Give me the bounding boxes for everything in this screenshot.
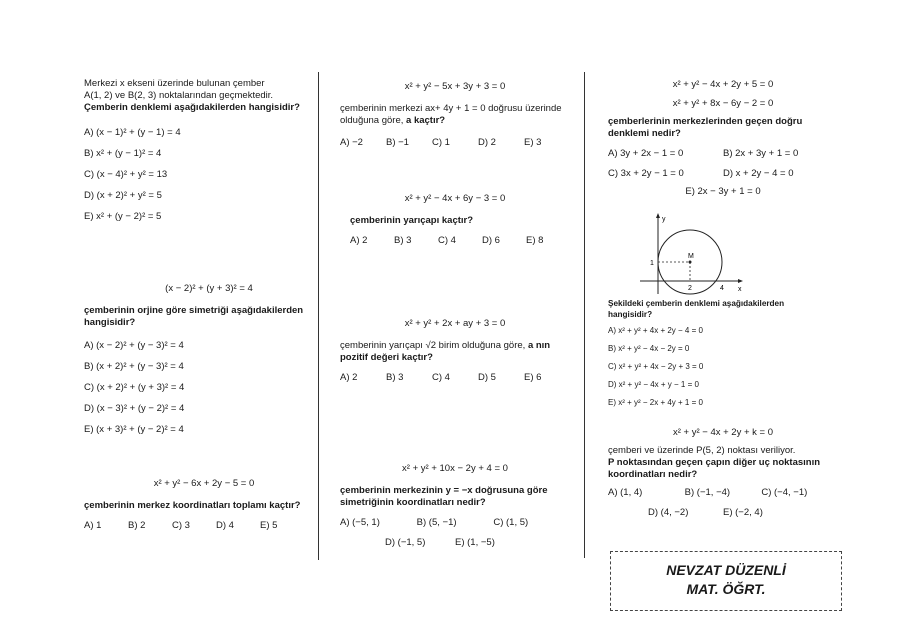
question-3-option-d: D) 4	[216, 520, 234, 531]
question-10-option-a: A) (1, 4)	[608, 487, 643, 498]
question-7-options-row-2	[340, 533, 570, 553]
column-divider-right	[584, 72, 585, 558]
question-9-option-b: B) x² + y² − 4x − 2y = 0	[608, 344, 690, 353]
question-3-option-e: E) 5	[260, 520, 278, 531]
question-8-equation-1: x² + y² − 4x + 2y + 5 = 0	[672, 79, 774, 90]
question-2-option-a: A) (x − 2)² + (y − 3)² = 4	[84, 340, 184, 351]
question-8-question: çemberlerinin merkezlerinden geçen doğru denklemi nedir?	[608, 116, 803, 139]
question-1-option-d: D) (x + 2)² + y² = 5	[84, 190, 162, 201]
question-7-option-d: D) (−1, 5)	[385, 537, 426, 548]
question-8-options-row-1	[608, 144, 838, 164]
question-10-option-b: B) (−1, −4)	[684, 487, 731, 498]
question-10-option-c: C) (−4, −1)	[761, 487, 808, 498]
question-3	[84, 477, 304, 536]
question-8-options-row-2	[608, 164, 838, 184]
question-7-option-b: B) (5, −1)	[416, 517, 457, 528]
tick-label-x-2: 2	[688, 285, 692, 292]
question-9-option-d: D) x² + y² − 4x + y − 1 = 0	[608, 380, 699, 389]
question-9-option-e: E) x² + y² − 2x + 4y + 1 = 0	[608, 398, 703, 407]
question-2-question: çemberinin orjine göre simetriği aşağıdakilerden hangisidir?	[84, 305, 304, 328]
question-4-option-c: C) 1	[432, 137, 450, 148]
author-name: NEVZAT DÜZENLİ	[666, 562, 786, 578]
question-2	[84, 282, 304, 440]
question-5-option-b: B) 3	[394, 235, 412, 246]
question-8	[608, 78, 838, 200]
question-6-option-b: B) 3	[386, 372, 404, 383]
question-5-option-c: C) 4	[438, 235, 456, 246]
question-5-option-e: E) 8	[526, 235, 544, 246]
question-1-option-b: B) x² + (y − 1)² = 4	[84, 148, 162, 159]
question-10	[608, 426, 838, 523]
question-10-options-row-1	[608, 483, 838, 503]
question-1-option-c: C) (x − 4)² + y² = 13	[84, 169, 168, 180]
question-9-option-c: C) x² + y² + 4x − 2y + 3 = 0	[608, 362, 704, 371]
question-3-option-a: A) 1	[84, 520, 102, 531]
question-7-equation: x² + y² + 10x − 2y + 4 = 0	[402, 463, 508, 474]
question-7-option-e: E) (1, −5)	[455, 537, 495, 548]
question-3-option-c: C) 3	[172, 520, 190, 531]
question-2-option-e: E) (x + 3)² + (y − 2)² = 4	[84, 424, 184, 435]
question-4-equation: x² + y² − 5x + 3y + 3 = 0	[404, 81, 506, 92]
question-4-option-d: D) 2	[478, 137, 496, 148]
question-3-option-b: B) 2	[128, 520, 146, 531]
question-2-options	[84, 335, 304, 440]
question-5	[340, 192, 570, 251]
question-1-option-a: A) (x − 1)² + (y − 1) = 4	[84, 127, 181, 138]
question-7	[340, 462, 570, 553]
question-3-equation: x² + y² − 6x + 2y − 5 = 0	[153, 478, 255, 489]
question-9	[608, 298, 838, 412]
center-point	[689, 261, 692, 264]
question-4-option-e: E) 3	[524, 137, 542, 148]
question-10-equation: x² + y² − 4x + 2y + k = 0	[672, 427, 774, 438]
question-1	[84, 78, 304, 227]
question-1-question: Çemberin denklemi aşağıdakilerden hangisidir?	[84, 102, 300, 113]
question-4-option-a: A) −2	[340, 137, 363, 148]
question-6-option-e: E) 6	[524, 372, 542, 383]
question-10-question: P noktasından geçen çapın diğer uç noktasının koordinatları nedir?	[608, 457, 821, 480]
question-5-options	[340, 231, 570, 251]
question-7-option-c: C) (1, 5)	[493, 517, 529, 528]
question-2-option-c: C) (x + 2)² + (y + 3)² = 4	[84, 382, 185, 393]
question-4-options	[340, 133, 570, 153]
question-5-equation: x² + y² − 4x + 6y − 3 = 0	[404, 193, 506, 204]
question-1-options	[84, 122, 304, 227]
circle-figure	[636, 212, 746, 298]
question-8-option-c: C) 3x + 2y − 1 = 0	[608, 168, 684, 179]
question-6-options	[340, 368, 570, 388]
question-6-question: a nın pozitif değeri kaçtır?	[340, 340, 551, 363]
x-axis-label: x	[738, 286, 742, 293]
question-6	[340, 317, 570, 388]
question-3-question: çemberinin merkez koordinatları toplamı kaçtır?	[84, 500, 301, 511]
tick-label-y-1: 1	[650, 260, 654, 267]
question-8-option-e: E) 2x − 3y + 1 = 0	[685, 186, 761, 197]
center-label: M	[688, 253, 694, 260]
question-6-stem: çemberinin yarıçapı √2 birim olduğuna göre, a nın pozitif değeri kaçtır?	[340, 340, 551, 363]
question-8-option-b: B) 2x + 3y + 1 = 0	[723, 148, 799, 159]
question-8-option-a: A) 3y + 2x − 1 = 0	[608, 148, 684, 159]
question-10-options-row-2	[608, 503, 838, 523]
column-divider-left	[318, 72, 319, 560]
question-2-option-d: D) (x − 3)² + (y − 2)² = 4	[84, 403, 185, 414]
question-5-question: çemberinin yarıçapı kaçtır?	[350, 215, 474, 226]
question-9-question: Şekildeki çemberin denklemi aşağıdakilerden hangisidir?	[608, 299, 785, 319]
question-8-equation-2: x² + y² + 8x − 6y − 2 = 0	[672, 98, 774, 109]
question-2-option-b: B) (x + 2)² + (y − 3)² = 4	[84, 361, 184, 372]
tick-label-x-4: 4	[720, 285, 724, 292]
question-1-option-e: E) x² + (y − 2)² = 5	[84, 211, 162, 222]
question-3-options	[84, 516, 304, 536]
question-10-option-e: E) (−2, 4)	[723, 507, 763, 518]
question-10-option-d: D) (4, −2)	[648, 507, 689, 518]
question-6-option-c: C) 4	[432, 372, 450, 383]
question-9-options	[608, 322, 838, 412]
author-stamp	[610, 551, 842, 611]
question-4-question: a kaçtır?	[406, 115, 446, 126]
question-5-option-d: D) 6	[482, 235, 500, 246]
question-1-stem-line-1: Merkezi x ekseni üzerinde bulunan çember	[84, 78, 265, 89]
y-axis-label: y	[662, 216, 666, 223]
author-title: MAT. ÖĞRT.	[686, 581, 766, 597]
question-7-question: çemberinin merkezinin y = −x doğrusuna göre simetriğinin koordinatları nedir?	[340, 485, 548, 508]
question-2-equation: (x − 2)² + (y + 3)² = 4	[165, 283, 253, 294]
question-4-option-b: B) −1	[386, 137, 409, 148]
question-10-stem: çemberi ve üzerinde P(5, 2) noktası veriliyor.	[608, 445, 796, 456]
question-8-option-d: D) x + 2y − 4 = 0	[723, 168, 794, 179]
x-axis-arrow	[738, 279, 743, 283]
y-axis-arrow	[656, 213, 660, 218]
question-4-stem: çemberinin merkezi ax+ 4y + 1 = 0 doğrusu üzerinde olduğuna göre, a kaçtır?	[340, 103, 562, 126]
question-7-options-row-1	[340, 513, 570, 533]
question-9-option-a: A) x² + y² + 4x + 2y − 4 = 0	[608, 326, 703, 335]
question-7-option-a: A) (−5, 1)	[340, 517, 380, 528]
question-1-stem-line-2: A(1, 2) ve B(2, 3) noktalarından geçmektedir.	[84, 90, 274, 101]
question-6-option-a: A) 2	[340, 372, 358, 383]
question-6-equation: x² + y² + 2x + ay + 3 = 0	[404, 318, 506, 329]
question-5-option-a: A) 2	[350, 235, 368, 246]
question-6-option-d: D) 5	[478, 372, 496, 383]
question-4	[340, 80, 570, 153]
